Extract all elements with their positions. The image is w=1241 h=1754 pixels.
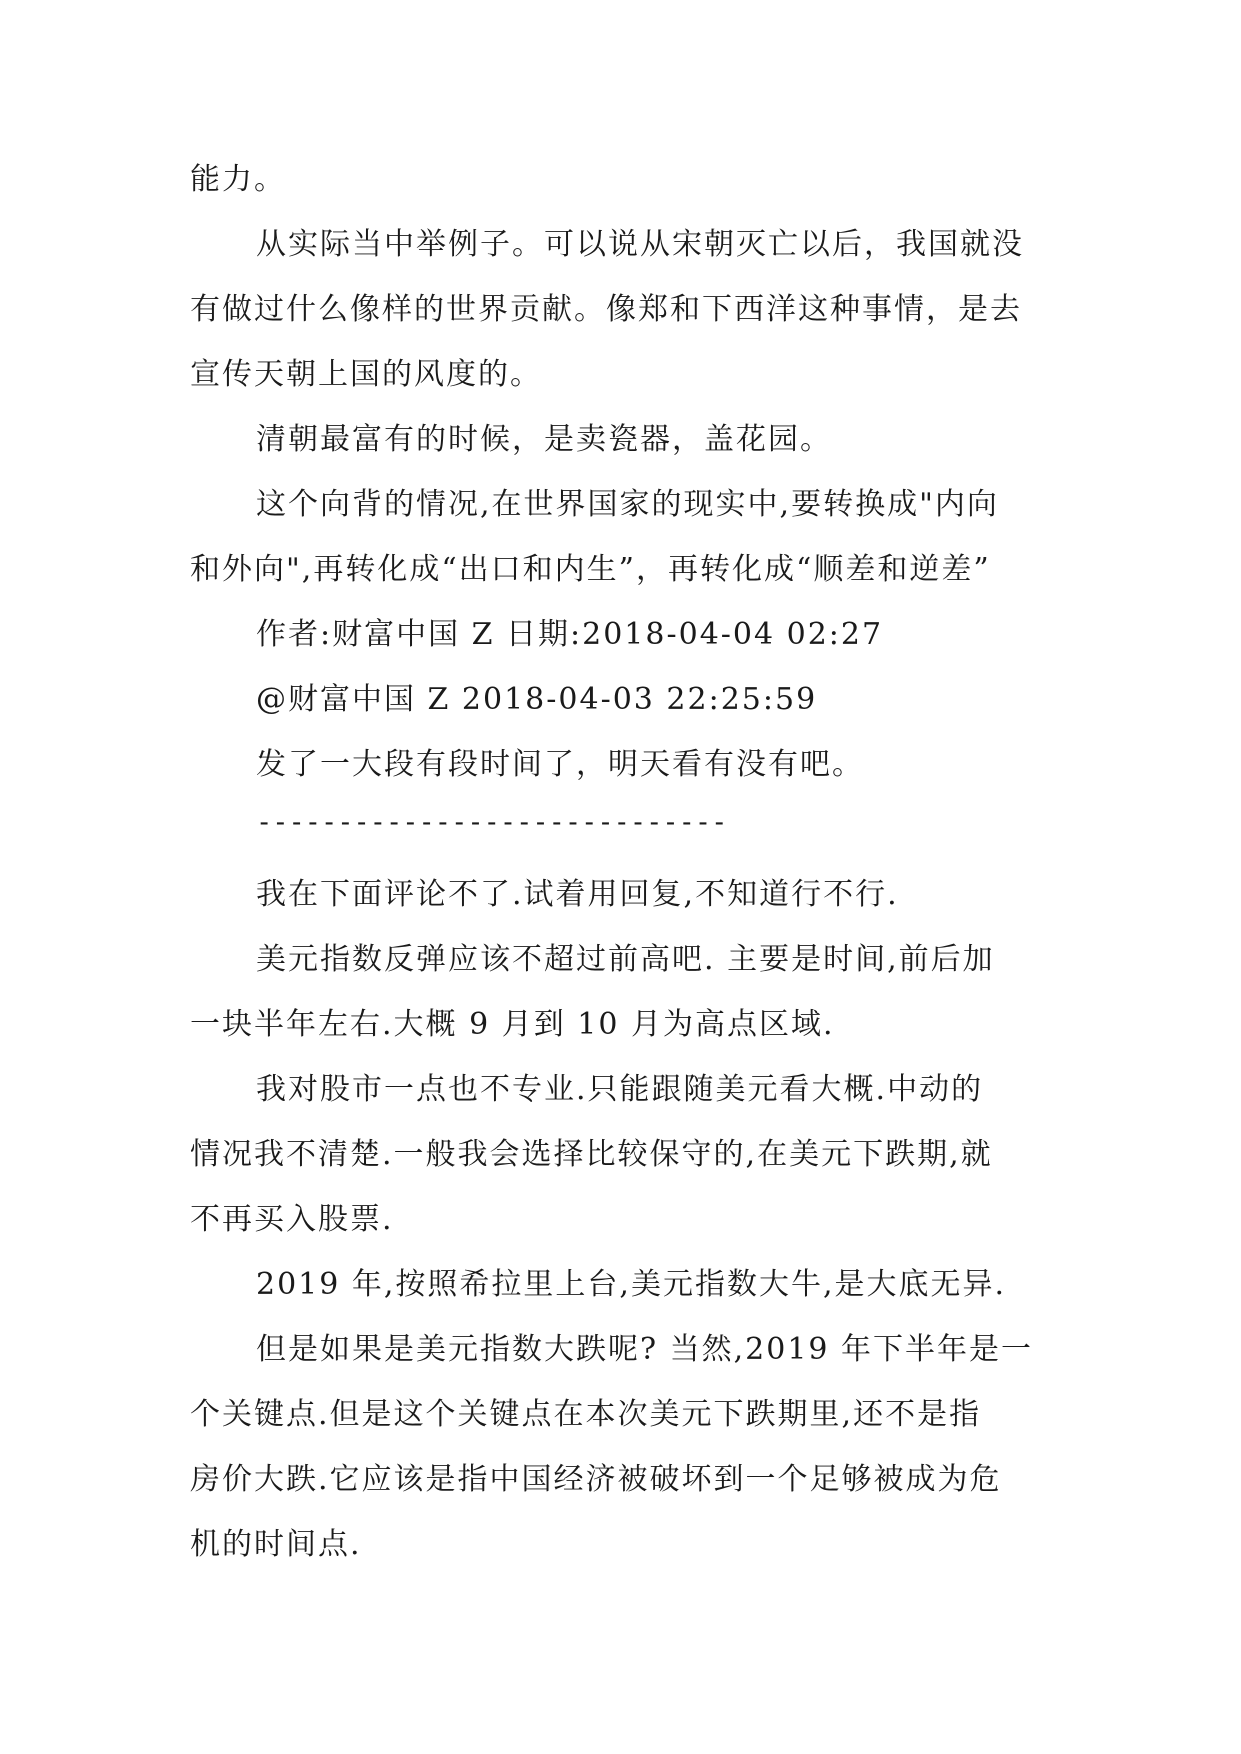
text-line: 我在下面评论不了.试着用回复,不知道行不行. [256, 877, 899, 912]
text-line: 2019 年,按照希拉里上台,美元指数大牛,是大底无异. [256, 1267, 1007, 1302]
separator-line: ----------------------------- [256, 807, 728, 838]
text-line: 美元指数反弹应该不超过前高吧. 主要是时间,前后加 [256, 942, 995, 977]
text-line: 但是如果是美元指数大跌呢? 当然,2019 年下半年是一 [256, 1332, 1034, 1367]
text-line: 这个向背的情况,在世界国家的现实中,要转换成"内向 [256, 487, 999, 522]
author-date-line: 作者:财富中国 Z 日期:2018-04-04 02:27 [256, 617, 884, 652]
text-line: 不再买入股票. [190, 1202, 394, 1237]
text-line: 宣传天朝上国的风度的。 [190, 357, 542, 392]
text-line: 和外向",再转化成“出口和内生”，再转化成“顺差和逆差” [190, 552, 991, 587]
text-line: 房价大跌.它应该是指中国经济被破坏到一个足够被成为危 [190, 1462, 1002, 1497]
text-line: 能力。 [190, 162, 286, 197]
text-line: 我对股市一点也不专业.只能跟随美元看大概.中动的 [256, 1072, 984, 1107]
text-line: 情况我不清楚.一般我会选择比较保守的,在美元下跌期,就 [190, 1137, 993, 1172]
text-line: 有做过什么像样的世界贡献。像郑和下西洋这种事情，是去 [190, 292, 1022, 327]
text-line: 发了一大段有段时间了，明天看有没有吧。 [256, 747, 864, 782]
text-line: 机的时间点. [190, 1527, 362, 1562]
text-line: 从实际当中举例子。可以说从宋朝灭亡以后，我国就没 [256, 227, 1024, 262]
text-line: 一块半年左右.大概 9 月到 10 月为高点区域. [190, 1007, 835, 1042]
text-line: 个关键点.但是这个关键点在本次美元下跌期里,还不是指 [190, 1397, 982, 1432]
mention-line: @财富中国 Z 2018-04-03 22:25:59 [256, 682, 818, 717]
text-line: 清朝最富有的时候，是卖瓷器，盖花园。 [256, 422, 832, 457]
